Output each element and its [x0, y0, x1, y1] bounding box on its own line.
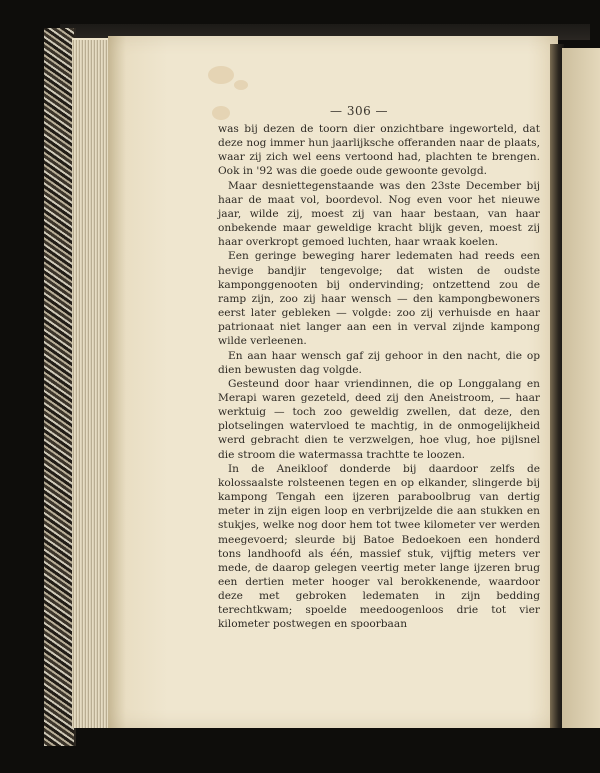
body-text [218, 122, 540, 632]
page-number: — 306 — [330, 104, 389, 118]
paper-stain [234, 80, 248, 90]
paper-stain [208, 66, 234, 84]
paper-stain [212, 106, 230, 120]
paragraph: Maar desniettegenstaande was den 23ste December bij haar de maat vol, boordevol. Nog even voor het nieuwe jaar, wilde zij, moest zij van haar bestaan, van haar onbekende maar geweldige kracht blijk geven, moest zij haar overkropt gemoed luchten, haar wraak koelen. [218, 179, 540, 249]
facing-page [562, 48, 600, 728]
paragraph: En aan haar wensch gaf zij gehoor in den nacht, die op dien bewusten dag volgde. [218, 349, 540, 376]
paragraph: Gesteund door haar vriendinnen, die op Longgalang en Merapi waren gezeteld, deed zij den Aneistroom, — haar werktuig — toch zoo geweldig zwellen, dat deze, den plotselingen watervloed te machtig, in de onmogelijkheid werd gebracht dien te verzwelgen, hoe vlug, hoe pijlsnel die stroom die watermassa trachtte te loozen. [218, 377, 540, 461]
paragraph: was bij dezen de toorn dier onzichtbare ingeworteld, dat deze nog immer hun jaarlijksche offeranden naar de plaats, waar zij zich wel eens vertoond had, plachten te brengen. Ook in '92 was die goede oude gewoonte gevolgd. [218, 123, 540, 178]
paragraph: Een geringe beweging harer ledematen had reeds een hevige bandjir tengevolge; dat wisten de oudste kamponggenooten bij ondervinding; ontzettend zou de ramp zijn, zoo zij haar wensch — den kampongbewoners eerst later gebleken — volgde: zoo zij verhuisde en haar patrionaat niet langer aan een in verval zijnde kampong wilde verleenen. [218, 250, 540, 348]
paragraph: In de Aneikloof donderde bij daardoor zelfs de kolossaalste rolsteenen tegen en op elkander, slingerde bij kampong Tengah een ijzeren paraboolbrug van dertig meter in zijn eigen loop en verbrijzelde die aan stukken en stukjes, welke nog door hem tot twee kilometer ver werden meegevoerd; sleurde bij Batoe Bedoekoen een honderd tons landhoofd als één, massief stuk, vijftig meters ver mede, de daarop gelegen veertig meter lange ijzeren brug een dertien meter hooger val berokkenende, waardoor deze met gebroken ledematen in zijn bedding terechtkwam; spoelde meedoogenloos drie tot vier kilometer postwegen en spoorbaan [218, 462, 540, 631]
